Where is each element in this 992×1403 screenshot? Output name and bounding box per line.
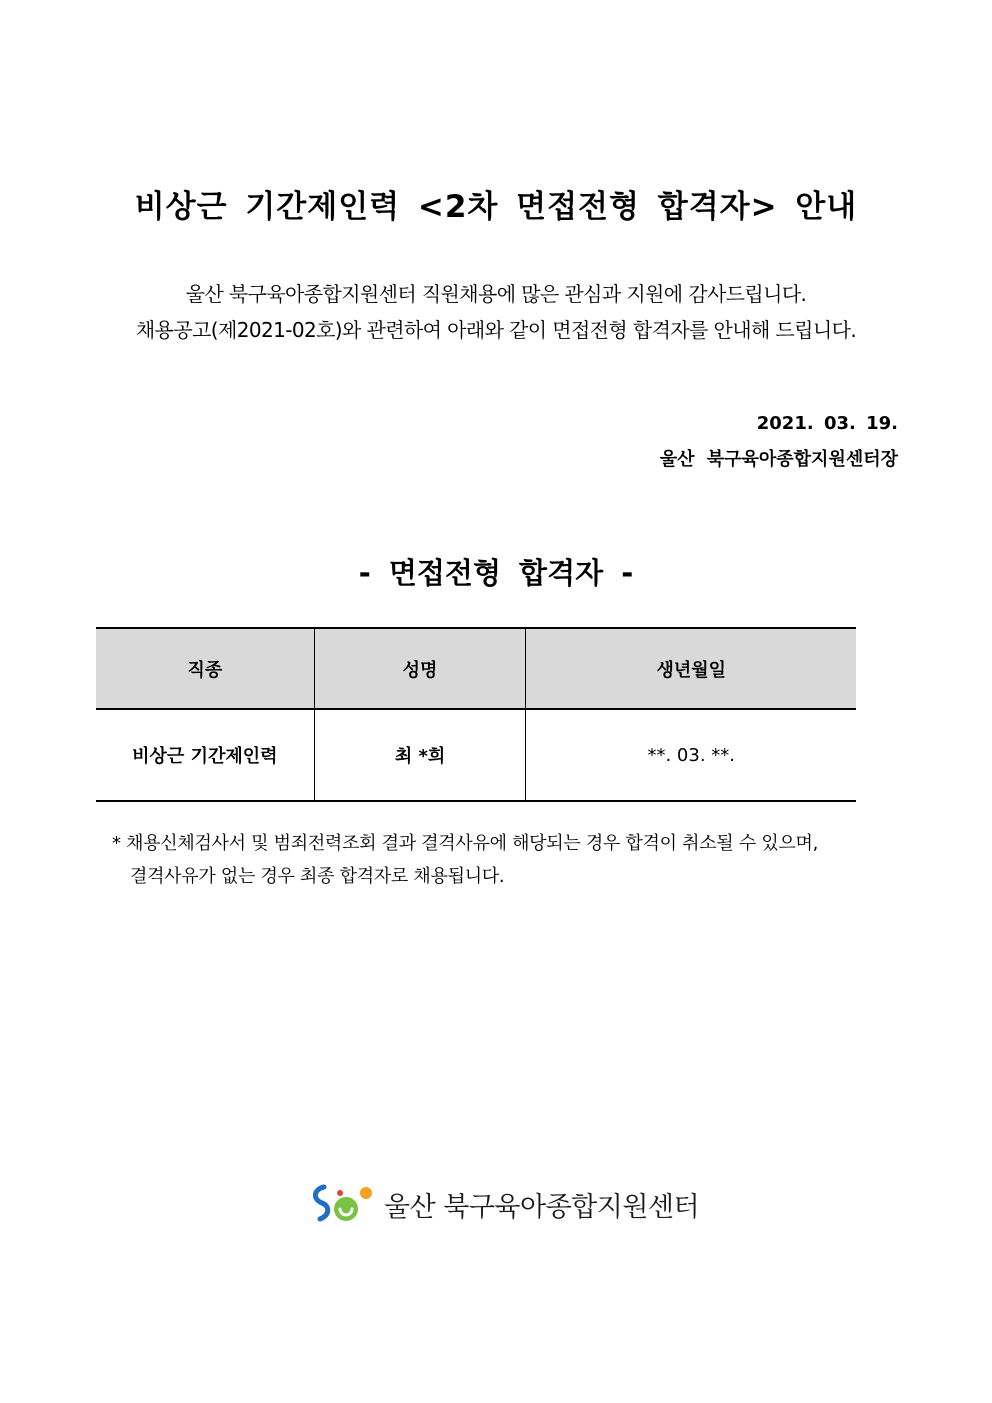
footer-org-name: 울산 북구육아종합지원센터 bbox=[384, 1191, 700, 1223]
issue-date: 2021. 03. 19. bbox=[756, 413, 898, 434]
section-title: - 면접전형 합격자 - bbox=[358, 556, 634, 590]
table-header-row bbox=[96, 628, 856, 709]
signer: 울산 북구육아종합지원센터장 bbox=[659, 449, 898, 470]
intro-line-1: 울산 북구육아종합지원센터 직원채용에 많은 관심과 지원에 감사드립니다. bbox=[185, 282, 807, 306]
footer-logo bbox=[310, 1180, 699, 1228]
org-logo-icon bbox=[310, 1181, 378, 1227]
header-name: 성명 bbox=[314, 628, 526, 709]
header-birthdate: 생년월일 bbox=[526, 628, 856, 709]
header-job-type: 직종 bbox=[96, 628, 314, 709]
intro-line-2: 채용공고(제2021-02호)와 관련하여 아래와 같이 면접전형 합격자를 안내해 드립니다. bbox=[135, 318, 857, 342]
note-line-1: * 채용신체검사서 및 범죄전력조회 결과 결격사유에 해당되는 경우 합격이 취소될 수 있으며, bbox=[112, 833, 819, 854]
table-row bbox=[96, 709, 856, 801]
cell-name: 최 *희 bbox=[314, 709, 526, 801]
note-line-2: 결격사유가 없는 경우 최종 합격자로 채용됩니다. bbox=[130, 866, 505, 887]
cell-birthdate: **. 03. **. bbox=[526, 709, 856, 801]
result-table bbox=[96, 627, 856, 802]
document-title: 비상근 기간제인력 <2차 면접전형 합격자> 안내 bbox=[134, 189, 858, 225]
cell-job-type: 비상근 기간제인력 bbox=[96, 709, 314, 801]
